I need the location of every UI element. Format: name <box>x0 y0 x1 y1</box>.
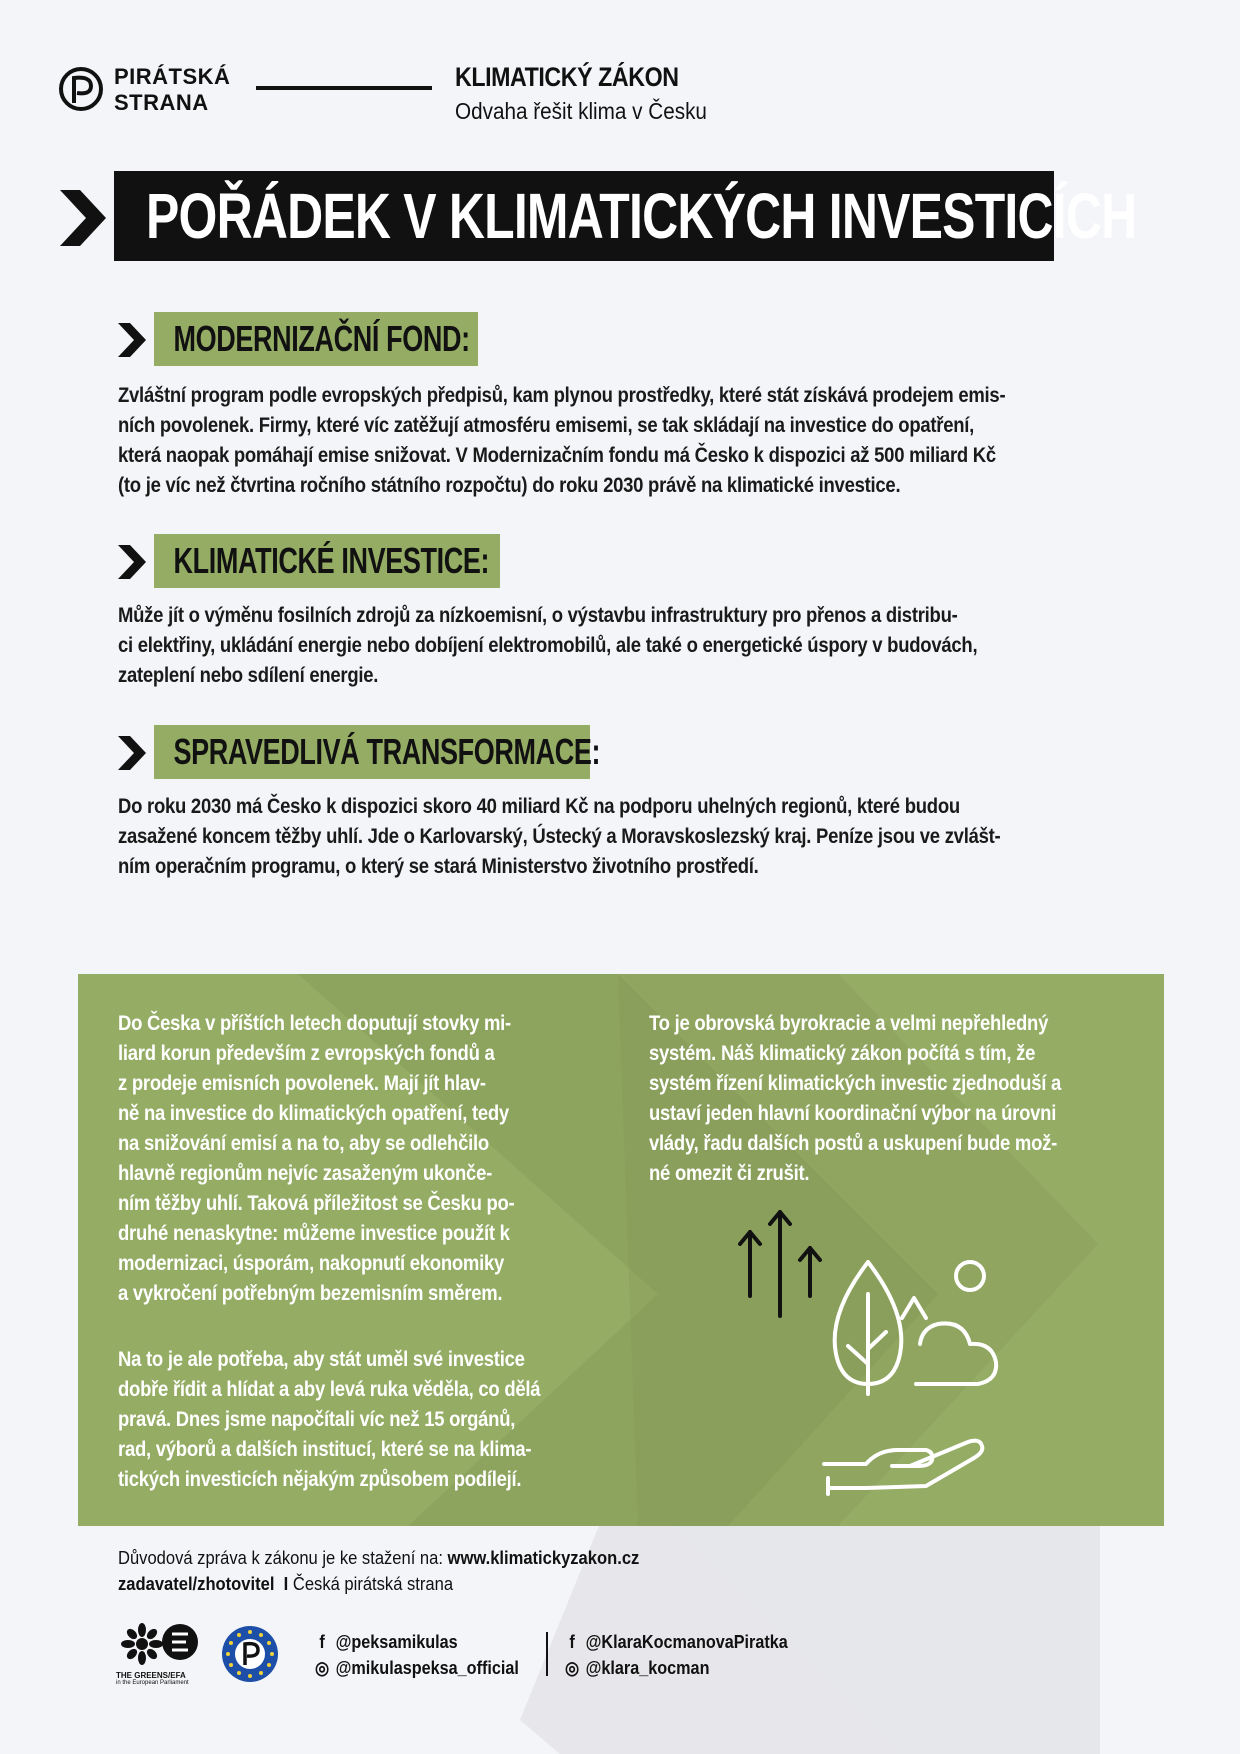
header-divider <box>256 86 432 90</box>
social-instagram-right[interactable] <box>564 1658 788 1679</box>
text-line: systém řízení klimatických investic zjednoduší a <box>649 1071 1062 1095</box>
chevron-right-icon <box>60 190 106 246</box>
social-handle: @klara_kocman <box>585 1658 710 1678</box>
section-heading-label: SPRAVEDLIVÁ TRANSFORMACE: <box>173 731 601 772</box>
text-line: Do Česka v příštích letech doputují stovky mi- <box>118 1011 511 1035</box>
social-facebook-left[interactable] <box>314 1632 519 1653</box>
text-line: Do roku 2030 má Česko k dispozici skoro 40 miliard Kč na podporu uhelných regionů, které budou <box>118 794 960 818</box>
greens-efa-logo[interactable] <box>116 1622 202 1684</box>
panel-left-paragraph-1 <box>118 1008 578 1308</box>
text-line: na snižování emisí a na to, aby se odlehčilo <box>118 1131 489 1155</box>
text-line: z prodeje emisních povolenek. Mají jít hlav- <box>118 1071 486 1095</box>
social-left <box>314 1632 519 1679</box>
text-line: rad, výborů a dalších institucí, které se na klima- <box>118 1437 532 1461</box>
text-line: vlády, řadu dalších postů a uskupení bude mož- <box>649 1131 1058 1155</box>
text-line: Na to je ale potřeba, aby stát uměl své investice <box>118 1347 525 1371</box>
text-line: pravá. Dnes jsme napočítali víc než 15 orgánů, <box>118 1407 516 1431</box>
party-name <box>114 64 230 116</box>
text-line: a vykročení potřebným bezemisním směrem. <box>118 1281 503 1305</box>
text-line: ním operačním programu, o který se stará Ministerstvo životního prostředí. <box>118 854 759 878</box>
section-heading-label: MODERNIZAČNÍ FOND: <box>173 318 470 359</box>
social-right <box>564 1632 788 1679</box>
section-text-modernizacni-fond <box>118 380 1124 500</box>
instagram-icon: ◎ <box>565 1658 580 1678</box>
section-heading-spravedliva-transformace <box>154 725 601 779</box>
text-line: liard korun především z evropských fondů a <box>118 1041 495 1065</box>
text-line: druhé nenaskytne: můžeme investice použít k <box>118 1221 510 1245</box>
text-line: (to je víc než čtvrtina ročního státního rozpočtu) do roku 2030 právě na klimatické investice. <box>118 473 901 497</box>
social-facebook-right[interactable] <box>564 1632 788 1653</box>
text-line: systém. Náš klimatický zákon počítá s tím, že <box>649 1041 1036 1065</box>
chevron-right-icon <box>118 736 146 770</box>
law-title: KLIMATICKÝ ZÁKON <box>455 62 679 92</box>
sponsor-label: zadavatel/zhotovitel <box>118 1574 275 1594</box>
section-text-spravedliva-transformace <box>118 791 1124 881</box>
text-line: ci elektřiny, ukládání energie nebo dobíjení elektromobilů, ale také o energetické úspory v budovách, <box>118 633 978 657</box>
page-title: POŘÁDEK V KLIMATICKÝCH INVESTICÍCH <box>146 180 1137 252</box>
greens-flower-icon <box>116 1622 202 1666</box>
panel-right-paragraph <box>649 1008 1119 1188</box>
section-heading-label: KLIMATICKÉ INVESTICE: <box>173 540 490 581</box>
tree-cloud-sun-hand-icon <box>818 1254 1048 1514</box>
social-handle: @KlaraKocmanovaPiratka <box>585 1632 788 1652</box>
reason-note <box>118 1548 639 1569</box>
sponsor-note <box>118 1574 453 1595</box>
social-handle: @mikulaspeksa_official <box>335 1658 519 1678</box>
social-divider <box>546 1632 548 1676</box>
text-line: zasažené koncem těžby uhlí. Jde o Karlovarský, Ústecký a Moravskoslezský kraj. Peníze jsou ve zvlášt- <box>118 824 1001 848</box>
facebook-icon: f <box>569 1632 575 1652</box>
tree-icon <box>835 1262 902 1394</box>
section-text-klimaticke-investice <box>118 600 1124 690</box>
text-line: né omezit či zrušit. <box>649 1161 810 1185</box>
section-heading-klimaticke-investice <box>154 534 500 588</box>
info-panel <box>78 974 1164 1526</box>
text-line: modernizaci, úsporám, nakopnutí ekonomiky <box>118 1251 505 1275</box>
pirate-party-logo[interactable] <box>58 66 104 112</box>
sun-icon <box>956 1262 984 1290</box>
text-line: ustaví jeden hlavní koordinační výbor na úrovni <box>649 1101 1057 1125</box>
greens-efa-label: THE GREENS/EFA <box>116 1671 186 1680</box>
reason-prefix: Důvodová zpráva k zákonu je ke stažení na: <box>118 1548 448 1568</box>
text-line: To je obrovská byrokracie a velmi nepřehledný <box>649 1011 1049 1035</box>
pirate-eu-logo[interactable] <box>220 1624 280 1684</box>
text-line: která naopak pomáhají emise snižovat. V Modernizačním fondu má Česko k dispozici až 500 miliard Kč <box>118 443 996 467</box>
text-line: ním těžby uhlí. Taková příležitost se Česku po- <box>118 1191 515 1215</box>
social-handle: @peksamikulas <box>335 1632 458 1652</box>
mountain-icon <box>902 1298 926 1318</box>
sponsor-name: Česká pirátská strana <box>292 1574 454 1594</box>
chevron-right-icon <box>118 323 146 357</box>
section-heading-modernizacni-fond <box>154 312 478 366</box>
instagram-icon: ◎ <box>315 1658 330 1678</box>
text-line: dobře řídit a hlídat a aby levá ruka věděla, co dělá <box>118 1377 541 1401</box>
party-name-line1: PIRÁTSKÁ <box>114 64 231 89</box>
text-line: ních povolenek. Firmy, které víc zatěžují atmosféru emisemi, se tak skládají na investice do opatření, <box>118 413 975 437</box>
text-line: tických investicích nějakým způsobem podílejí. <box>118 1467 522 1491</box>
text-line: ně na investice do klimatických opatření, tedy <box>118 1101 509 1125</box>
text-line: Zvláštní program podle evropských předpisů, kam plynou prostředky, které stát získává prodejem emis- <box>118 383 1006 407</box>
text-line: Může jít o výměnu fosilních zdrojů za nízkoemisní, o výstavbu infrastruktury pro přenos a distribu- <box>118 603 958 627</box>
hand-icon <box>824 1441 982 1494</box>
sponsor-separator: I <box>283 1574 289 1594</box>
text-line: hlavně regionům nejvíc zasaženým ukonče- <box>118 1161 492 1185</box>
greens-efa-sublabel: in the European Parliament <box>116 1680 189 1686</box>
chevron-right-icon <box>118 545 146 579</box>
law-subtitle: Odvaha řešit klima v Česku <box>455 98 707 124</box>
website-link[interactable]: www.klimatickyzakon.cz <box>447 1548 640 1568</box>
text-line: zateplení nebo sdílení energie. <box>118 663 379 687</box>
social-instagram-left[interactable] <box>314 1658 519 1679</box>
cloud-icon <box>916 1323 996 1384</box>
facebook-icon: f <box>319 1632 325 1652</box>
party-name-line2: STRANA <box>114 90 209 115</box>
panel-left-paragraph-2 <box>118 1344 578 1494</box>
